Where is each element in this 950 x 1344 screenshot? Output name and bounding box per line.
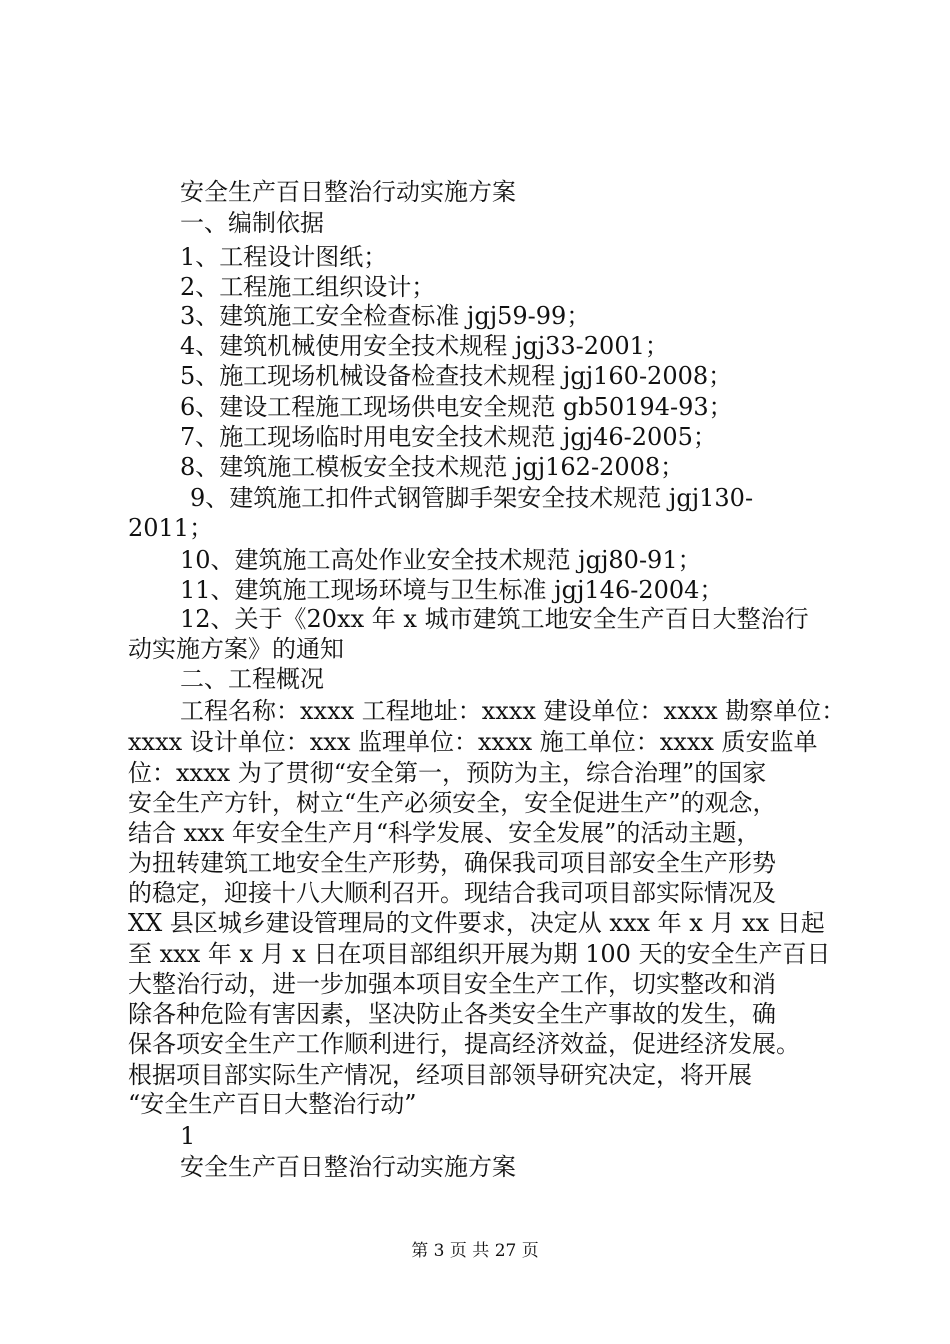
overview-line: xxxx 设计单位：xxx 监理单位：xxxx 施工单位：xxxx 质安监单 <box>128 728 818 756</box>
basis-item: 12、关于《20xx 年 x 城市建筑工地安全生产百日大整治行 <box>180 605 809 633</box>
overview-line: 除各种危险有害因素，坚决防止各类安全生产事故的发生，确 <box>128 1000 776 1028</box>
document-title: 安全生产百日整治行动实施方案 <box>180 178 516 206</box>
overview-line: XX 县区城乡建设管理局的文件要求，决定从 xxx 年 x 月 xx 日起 <box>128 909 825 937</box>
overview-line: 的稳定，迎接十八大顺利召开。现结合我司项目部实际情况及 <box>128 879 776 907</box>
basis-item-continuation: 2011； <box>128 514 214 542</box>
basis-item: 4、建筑机械使用安全技术规程 jgj33-2001； <box>180 332 669 360</box>
overview-line: 工程名称：xxxx 工程地址：xxxx 建设单位：xxxx 勘察单位： <box>180 697 846 725</box>
overview-line: 为扭转建筑工地安全生产形势，确保我司项目部安全生产形势 <box>128 849 776 877</box>
section-heading-basis: 一、编制依据 <box>180 209 324 237</box>
basis-item: 9、建筑施工扣件式钢管脚手架安全技术规范 jgj130- <box>190 484 754 512</box>
overview-line: 位：xxxx 为了贯彻“安全第一，预防为主，综合治理”的国家 <box>128 759 767 787</box>
basis-item: 5、施工现场机械设备检查技术规程 jgj160-2008； <box>180 362 733 390</box>
basis-item: 7、施工现场临时用电安全技术规范 jgj46-2005； <box>180 423 717 451</box>
repeat-title: 安全生产百日整治行动实施方案 <box>180 1153 516 1181</box>
overview-line: “安全生产百日大整治行动” <box>128 1090 417 1118</box>
overview-line: 保各项安全生产工作顺利进行，提高经济效益，促进经济发展。 <box>128 1030 800 1058</box>
basis-item: 2、工程施工组织设计； <box>180 273 436 301</box>
section-heading-overview: 二、工程概况 <box>180 665 324 693</box>
overview-line: 至 xxx 年 x 月 x 日在项目部组织开展为期 100 天的安全生产百日 <box>128 940 831 968</box>
overview-line: 大整治行动，进一步加强本项目安全生产工作，切实整改和消 <box>128 970 776 998</box>
basis-item-continuation: 动实施方案》的通知 <box>128 635 344 663</box>
basis-item: 6、建设工程施工现场供电安全规范 gb50194-93； <box>180 393 733 421</box>
basis-item: 3、建筑施工安全检查标准 jgj59-99； <box>180 302 591 330</box>
overview-line: 根据项目部实际生产情况，经项目部领导研究决定，将开展 <box>128 1061 752 1089</box>
overview-line: 结合 xxx 年安全生产月“科学发展、安全发展”的活动主题， <box>128 819 761 847</box>
basis-item: 8、建筑施工模板安全技术规范 jgj162-2008； <box>180 453 685 481</box>
basis-item: 11、建筑施工现场环境与卫生标准 jgj146-2004； <box>180 576 724 604</box>
page-marker: 1 <box>180 1122 196 1150</box>
basis-item: 10、建筑施工高处作业安全技术规范 jgj80-91； <box>180 546 702 574</box>
page-footer: 第 3 页 共 27 页 <box>411 1241 539 1261</box>
basis-item: 1、工程设计图纸； <box>180 243 388 271</box>
overview-line: 安全生产方针，树立“生产必须安全，安全促进生产”的观念， <box>128 789 777 817</box>
